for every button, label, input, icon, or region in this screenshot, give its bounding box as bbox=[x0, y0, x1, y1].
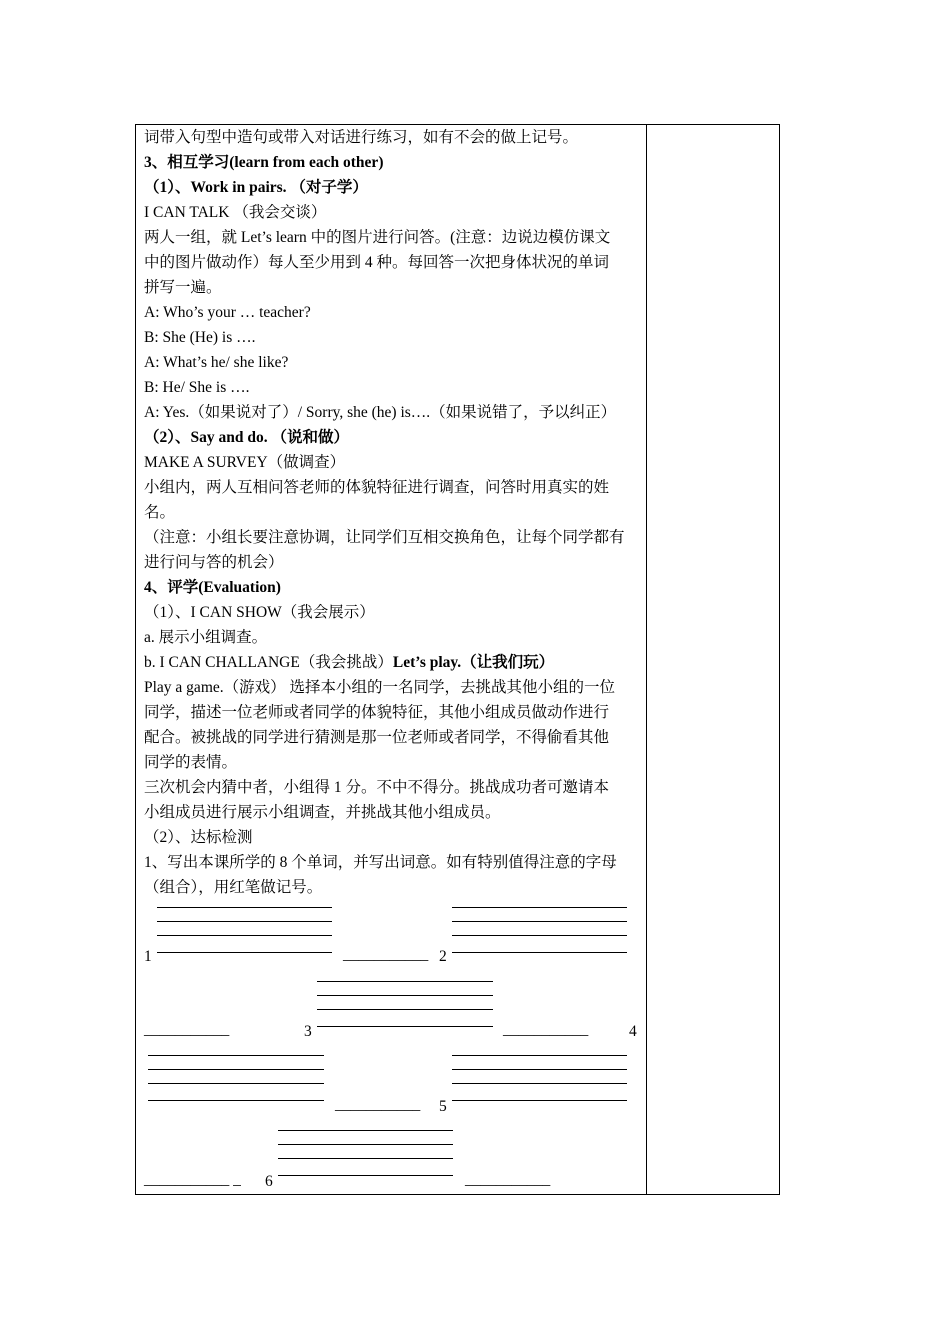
answer-blank[interactable]: ___________ bbox=[335, 1096, 421, 1113]
dialogue-line: B: She (He) is …. bbox=[144, 329, 256, 346]
text-line: （注意：小组长要注意协调，让同学们互相交换角色，让每个同学都有 bbox=[144, 529, 625, 546]
item-number: 6 bbox=[265, 1173, 273, 1190]
text-line: （2）、达标检测 bbox=[144, 829, 253, 846]
item-number: 2 bbox=[439, 948, 447, 965]
text-line: 小组成员进行展示小组调查，并挑战其他小组成员。 bbox=[144, 804, 501, 821]
text-line bbox=[144, 650, 642, 675]
text-line: （1）、I CAN SHOW（我会展示） bbox=[144, 604, 375, 621]
item-number: 3 bbox=[304, 1023, 312, 1040]
dialogue-line: A: What’s he/ she like? bbox=[144, 354, 289, 371]
item-number: 1 bbox=[144, 948, 152, 965]
text-line: （组合），用红笔做记号。 bbox=[144, 879, 323, 896]
text-line: 两人一组，就 Let’s learn 中的图片进行问答。(注意：边说边模仿课文 bbox=[144, 229, 611, 246]
text-line: MAKE A SURVEY（做调查） bbox=[144, 454, 346, 471]
answer-blank[interactable]: ___________ bbox=[343, 946, 429, 963]
answer-blank[interactable]: ___________ bbox=[503, 1021, 589, 1038]
text-line: 中的图片做动作）每人至少用到 4 种。每回答一次把身体状况的单词 bbox=[144, 254, 610, 271]
text-line: I CAN TALK （我会交谈） bbox=[144, 204, 327, 221]
subsection-heading: （1）、Work in pairs. （对子学） bbox=[144, 179, 368, 196]
dialogue-line: A: Who’s your … teacher? bbox=[144, 304, 311, 321]
text-line: Play a game.（游戏） 选择本小组的一名同学，去挑战其他小组的一位 bbox=[144, 679, 616, 696]
text-line: 配合。被挑战的同学进行猜测是那一位老师或者同学，不得偷看其他 bbox=[144, 729, 610, 746]
answer-blank[interactable]: ___________ bbox=[465, 1171, 551, 1188]
answer-blank[interactable]: ___________ bbox=[144, 1021, 230, 1038]
answer-blank[interactable]: ___________ _ bbox=[144, 1171, 241, 1188]
subsection-heading: （2）、Say and do. （说和做） bbox=[144, 429, 349, 446]
text-line: 三次机会内猜中者，小组得 1 分。不中不得分。挑战成功者可邀请本 bbox=[144, 779, 610, 796]
text-line: 名。 bbox=[144, 504, 176, 521]
text-line: 小组内，两人互相问答老师的体貌特征进行调查，问答时用真实的姓 bbox=[144, 479, 610, 496]
text-line: 1、写出本课所学的 8 个单词，并写出词意。如有特别值得注意的字母 bbox=[144, 854, 617, 871]
text-line: 同学，描述一位老师或者同学的体貌特征，其他小组成员做动作进行 bbox=[144, 704, 610, 721]
text-line: a. 展示小组调查。 bbox=[144, 629, 268, 646]
item-number: 4 bbox=[629, 1023, 637, 1040]
challenge-text: b. I CAN CHALLANGE（我会挑战） bbox=[144, 654, 393, 671]
lets-play-heading: Let’s play.（让我们玩） bbox=[392, 654, 555, 671]
section-heading: 3、相互学习(learn from each other) bbox=[144, 154, 384, 171]
dialogue-line: A: Yes.（如果说对了）/ Sorry, she (he) is….（如果说错了，予以纠正） bbox=[144, 404, 617, 421]
text-line: 拼写一遍。 bbox=[144, 279, 222, 296]
item-number: 5 bbox=[439, 1098, 447, 1115]
text-line: 进行问与答的机会） bbox=[144, 554, 284, 571]
section-heading: 4、评学(Evaluation) bbox=[144, 579, 281, 596]
dialogue-line: B: He/ She is …. bbox=[144, 379, 250, 396]
text-line: 词带入句型中造句或带入对话进行练习，如有不会的做上记号。 bbox=[144, 129, 579, 146]
column-divider bbox=[646, 124, 647, 1195]
text-line: 同学的表情。 bbox=[144, 754, 238, 771]
